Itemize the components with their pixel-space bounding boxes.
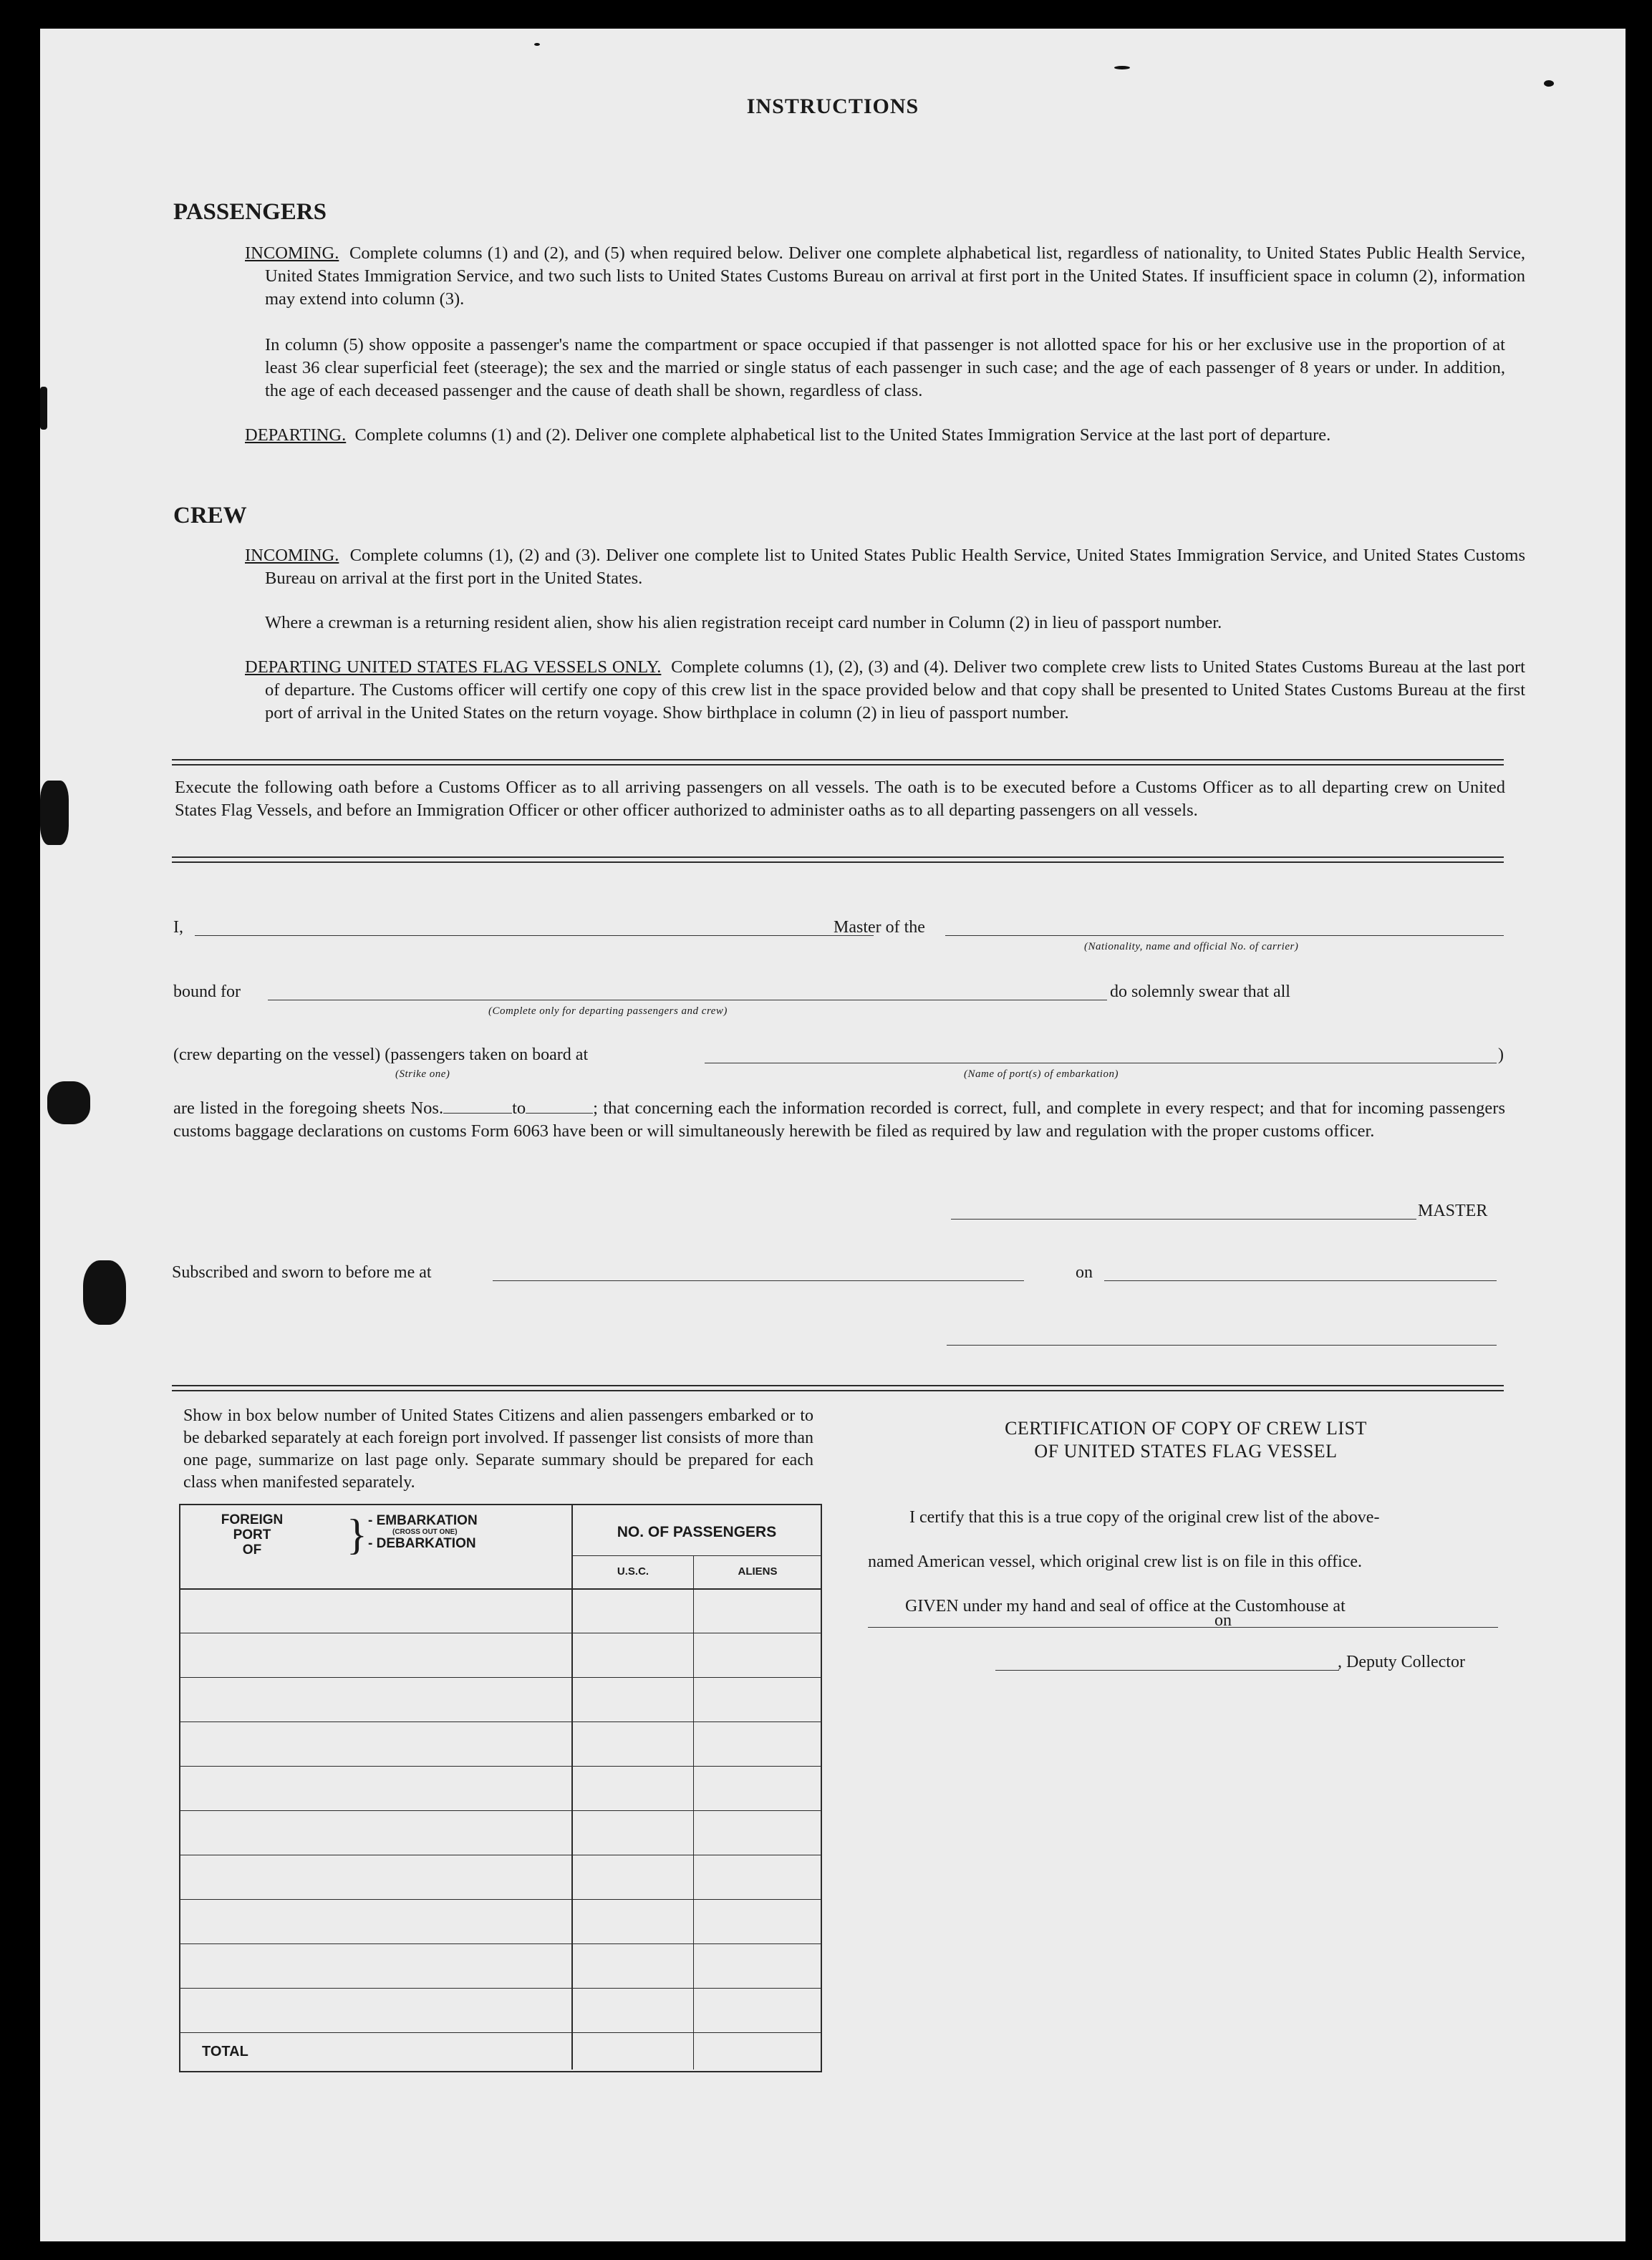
embarkation-label: - EMBARKATION — [368, 1513, 478, 1528]
usc-header: U.S.C. — [617, 1565, 649, 1578]
crew-heading: CREW — [173, 503, 247, 528]
swear-label: do solemnly swear that all — [1110, 982, 1290, 1001]
listed-paragraph — [173, 1097, 1505, 1143]
oath-i-label: I, — [173, 918, 183, 937]
section-divider — [172, 1385, 1504, 1391]
scan-speck — [1544, 80, 1554, 87]
subscribed-label: Subscribed and sworn to before me at — [172, 1263, 432, 1282]
embark-debark-header — [368, 1514, 511, 1551]
bound-for-label: bound for — [173, 982, 241, 1001]
master-label: MASTER — [1418, 1202, 1488, 1220]
section-divider — [172, 759, 1504, 766]
carrier-field[interactable] — [945, 935, 1504, 936]
certification-given-line: GIVEN under my hand and seal of office at the Customhouse at — [905, 1597, 1346, 1616]
carrier-hint: (Nationality, name and official No. of carrier) — [1084, 941, 1299, 952]
column-divider — [571, 1505, 573, 2070]
table-row[interactable] — [180, 1766, 821, 1767]
master-signature-field[interactable] — [951, 1219, 1416, 1220]
crew-incoming-label: INCOMING. — [245, 546, 339, 565]
bound-for-hint: (Complete only for departing passengers and crew) — [488, 1005, 728, 1017]
sheet-to-field[interactable] — [526, 1098, 593, 1114]
scan-speck — [83, 1260, 126, 1325]
certification-title-line2: OF UNITED STATES FLAG VESSEL — [1034, 1441, 1338, 1462]
scan-speck — [47, 1081, 90, 1124]
crew-returning-paragraph: Where a crewman is a returning resident alien, show his alien registration receipt card number in Column (2) in lieu of passport number. — [265, 613, 1222, 632]
certification-title-line1: CERTIFICATION OF COPY OF CREW LIST — [1005, 1418, 1367, 1439]
table-row[interactable] — [180, 1899, 821, 1900]
table-row[interactable] — [180, 2032, 821, 2033]
table-row[interactable] — [180, 1943, 821, 1944]
certification-on-label: on — [1214, 1611, 1232, 1630]
table-row[interactable] — [180, 1988, 821, 1989]
crew-departing-paragraph — [245, 656, 1525, 725]
section-divider — [172, 856, 1504, 863]
scan-speck — [40, 781, 69, 845]
oath-instruction: Execute the following oath before a Customs Officer as to all arriving passengers on all vessels. The oath is to be executed before a Customs Officer as to all departing crew on United States Flag Vessels, and before an Immigration Officer or other officer authorized to administer oaths as to all departing passengers on all vessels. — [175, 778, 1505, 820]
crew-departing-label: DEPARTING UNITED STATES FLAG VESSELS ONLY. — [245, 657, 662, 677]
table-row[interactable] — [180, 1810, 821, 1811]
passenger-summary-table — [179, 1504, 822, 2072]
crew-incoming-paragraph — [245, 544, 1525, 590]
passengers-column5-paragraph: In column (5) show opposite a passenger's name the compartment or space occupied if that passenger is not allotted space for his or her exclusive use in the proportion of at least 36 clear superficial feet (steerage); the sex and the married or single status of each passenger in such case; and the age of each passenger of 8 years or under. In addition, the age of each deceased passenger and the cause of death shall be shown, regardless of class. — [265, 335, 1505, 400]
deputy-collector-label: , Deputy Collector — [1338, 1653, 1465, 1671]
passengers-departing-paragraph — [245, 424, 1525, 447]
subscribed-on-label: on — [1076, 1263, 1093, 1282]
listed-to: to — [512, 1098, 526, 1118]
table-row[interactable] — [180, 1721, 821, 1722]
listed-prefix: are listed in the foregoing sheets Nos. — [173, 1098, 444, 1118]
subscribed-place-field[interactable] — [493, 1280, 1024, 1281]
deputy-collector-signature-field[interactable] — [995, 1670, 1339, 1671]
certification-date-field[interactable] — [1240, 1627, 1498, 1628]
scan-speck — [1114, 66, 1130, 69]
foreign-port-line3: OF — [242, 1542, 262, 1558]
table-row[interactable] — [180, 1677, 821, 1678]
master-name-field[interactable] — [195, 935, 874, 936]
table-row[interactable] — [180, 1588, 821, 1590]
page-title: INSTRUCTIONS — [746, 95, 919, 118]
no-of-passengers-header: NO. OF PASSENGERS — [617, 1524, 777, 1540]
strike-hint: (Strike one) — [395, 1068, 450, 1080]
master-of-label: Master of the — [834, 918, 925, 937]
passengers-departing-text: Complete columns (1) and (2). Deliver one complete alphabetical list to the United States Immigration Service at the last port of departure. — [354, 425, 1331, 445]
form-page — [40, 29, 1626, 2241]
scan-speck — [40, 387, 47, 430]
passengers-departing-label: DEPARTING. — [245, 425, 347, 445]
crew-incoming-text: Complete columns (1), (2) and (3). Deliver one complete list to United States Public Health Service, United States Immigration Service, and United States Customs Bureau on arrival at the first port in the United States. — [265, 546, 1526, 588]
subscribed-date-field[interactable] — [1104, 1280, 1497, 1281]
foreign-port-line2: PORT — [233, 1527, 271, 1542]
summary-instruction: Show in box below number of United States Citizens and alien passengers embarked or to be debarked separately at each foreign port involved. If passenger list consists of more than one page, summarize on last page only. Separate summary should be prepared for each class when manifested separately. — [183, 1406, 813, 1492]
passengers-heading: PASSENGERS — [173, 199, 327, 225]
brace-icon: } — [347, 1511, 367, 1558]
passengers-incoming-label: INCOMING. — [245, 243, 339, 263]
close-paren: ) — [1498, 1046, 1504, 1064]
listed-rest: ; that concerning each the information recorded is correct, full, and complete in every respect; and that for incoming passengers customs baggage declarations on customs Form 6063 have been or will simultaneously herewith be filed as required by law and regulation with the proper customs officer. — [173, 1098, 1505, 1141]
sheet-from-field[interactable] — [443, 1098, 512, 1114]
port-hint: (Name of port(s) of embarkation) — [964, 1068, 1119, 1080]
strike-text: (crew departing on the vessel) (passengers taken on board at — [173, 1046, 589, 1064]
cross-out-label: (CROSS OUT ONE) — [392, 1528, 458, 1536]
customhouse-field[interactable] — [868, 1627, 1240, 1628]
passengers-incoming-text: Complete columns (1) and (2), and (5) when required below. Deliver one complete alphabetical list, regardless of nationality, to United States Public Health Service, United States Immigration Service, and two such lists to United States Customs Bureau on arrival at first port in the United States. If insufficient space in column (2), information may extend into column (3). — [265, 243, 1526, 309]
foreign-port-line1: FOREIGN — [221, 1512, 284, 1527]
certification-body-line1: I certify that this is a true copy of the original crew list of the above- — [909, 1508, 1380, 1527]
debarkation-label: - DEBARKATION — [368, 1536, 476, 1551]
certification-body-line2: named American vessel, which original crew list is on file in this office. — [868, 1552, 1363, 1571]
crew-departing-text: Complete columns (1), (2), (3) and (4). Deliver two complete crew lists to United States Customs Bureau at the last port of departure. The Customs officer will certify one copy of this crew list in the space provided below and that copy shall be presented to United States Customs Bureau at the first port of arrival in the United States on the return voyage. Show birthplace in column (2) in lieu of passport number. — [265, 657, 1525, 723]
aliens-header: ALIENS — [738, 1565, 778, 1578]
passengers-incoming-paragraph — [245, 242, 1525, 311]
header-rule — [573, 1555, 821, 1556]
total-label: TOTAL — [202, 2044, 248, 2059]
foreign-port-header — [180, 1512, 324, 1558]
officer-signature-field[interactable] — [947, 1345, 1497, 1346]
scan-speck — [534, 43, 540, 46]
